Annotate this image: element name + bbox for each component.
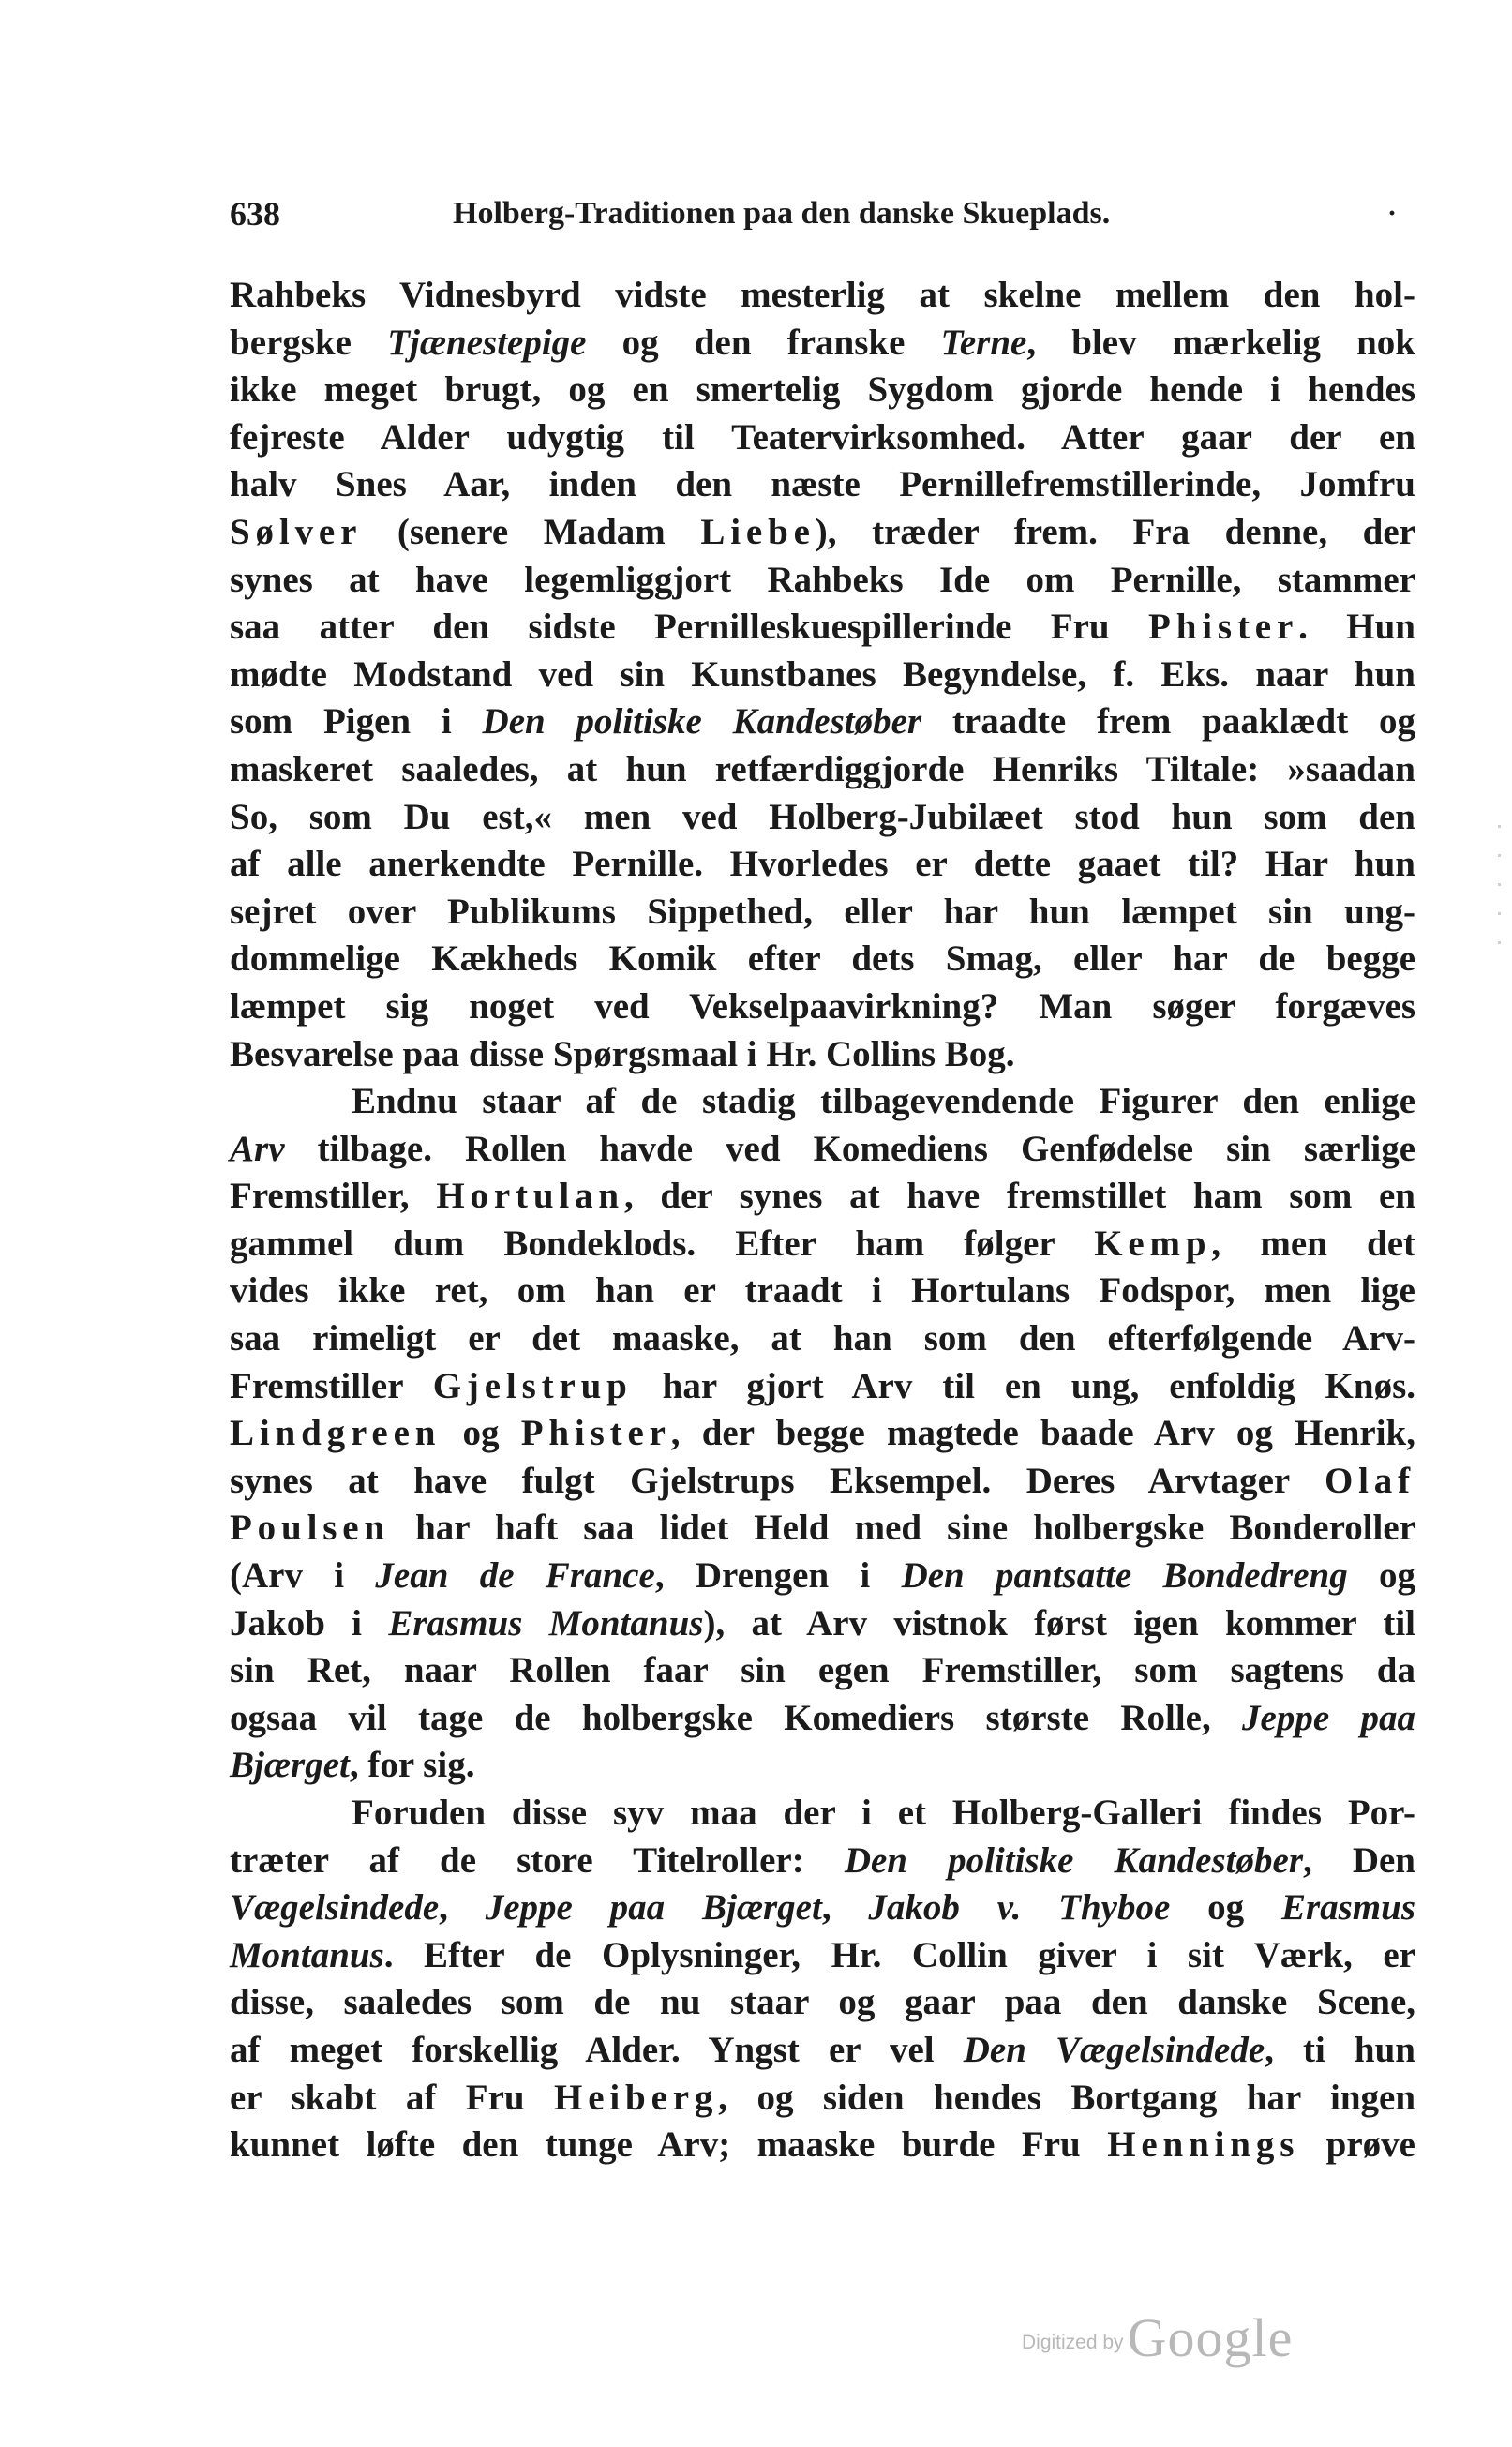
text-line: saa rimeligt er det maaske, at han som den efterfølgende Arv- <box>230 1318 1415 1359</box>
text-line: Arv tilbage. Rollen havde ved Komediens Genfødelse sin særlige <box>230 1128 1415 1169</box>
text-line: halv Snes Aar, inden den næste Pernillefremstillerinde, Jomfru <box>230 464 1415 505</box>
text-line: som Pigen i Den politiske Kandestøber traadte frem paaklædt og <box>230 701 1416 743</box>
text-line: saa atter den sidste Pernilleskuespillerinde Fru Phister. Hun <box>230 607 1415 648</box>
text-line: Fremstiller, Hortulan, der synes at have fremstillet ham som en <box>230 1176 1415 1217</box>
digitized-by-google-watermark <box>1022 2306 1293 2372</box>
text-line: disse, saaledes som de nu staar og gaar paa den danske Scene, <box>230 1982 1415 2023</box>
text-line: Lindgreen og Phister, der begge magtede baade Arv og Henrik, <box>230 1413 1416 1454</box>
text-line: gammel dum Bondeklods. Efter ham følger Kemp, men det <box>230 1223 1415 1264</box>
text-line: Bjærget, for sig. <box>230 1745 475 1786</box>
text-line: maskeret saaledes, at hun retfærdiggjorde Henriks Tiltale: »saadan <box>230 748 1415 789</box>
text-line: So, som Du est,« men ved Holberg-Jubilæet stod hun som den <box>230 796 1415 837</box>
watermark-digitized-text: Digitized by <box>1022 2332 1124 2353</box>
header-dot: · <box>1386 198 1397 229</box>
text-line: Foruden disse syv maa der i et Holberg-Galleri findes Por- <box>352 1793 1415 1833</box>
body-text <box>230 272 1415 2169</box>
text-line: ikke meget brugt, og en smertelig Sygdom gjorde hende i hendes <box>230 369 1415 411</box>
text-line: Vægelsindede, Jeppe paa Bjærget, Jakob v. Thyboe og Erasmus <box>230 1887 1416 1929</box>
running-title: Holberg-Traditionen paa den danske Skueplads. <box>453 196 1111 231</box>
text-line: Sølver (senere Madam Liebe), træder frem. Fra denne, der <box>230 511 1415 552</box>
text-line: vides ikke ret, om han er traadt i Hortulans Fodspor, men lige <box>230 1270 1415 1312</box>
text-line: synes at have fulgt Gjelstrups Eksempel. Deres Arvtager Olaf <box>230 1460 1415 1501</box>
text-line: Fremstiller Gjelstrup har gjort Arv til en ung, enfoldig Knøs. <box>230 1365 1416 1406</box>
text-line: Jakob i Erasmus Montanus), at Arv vistnok først igen kommer til <box>230 1602 1415 1644</box>
text-line: dommelige Kækheds Komik efter dets Smag, eller har de begge <box>230 938 1415 980</box>
text-line: kunnet løfte den tunge Arv; maaske burde Fru Hennings prøve <box>230 2124 1415 2166</box>
text-line: synes at have legemliggjort Rahbeks Ide om Pernille, stammer <box>230 559 1415 600</box>
margin-marks <box>1498 825 1505 1013</box>
page-header <box>230 186 1415 242</box>
text-line: læmpet sig noget ved Vekselpaavirkning? Man søger forgæves <box>230 985 1415 1027</box>
text-line: Rahbeks Vidnesbyrd vidste mesterlig at skelne mellem den hol- <box>230 275 1415 315</box>
text-line: mødte Modstand ved sin Kunstbanes Begyndelse, f. Eks. naar hun <box>230 653 1415 695</box>
text-line: er skabt af Fru Heiberg, og siden hendes Bortgang har ingen <box>230 2077 1416 2118</box>
text-line: træter af de store Titelroller: Den politiske Kandestøber, Den <box>230 1839 1415 1881</box>
text-line: ogsaa vil tage de holbergske Komediers største Rolle, Jeppe paa <box>230 1697 1415 1738</box>
text-line: (Arv i Jean de France, Drengen i Den pantsatte Bondedreng og <box>230 1555 1415 1597</box>
text-line: Montanus. Efter de Oplysninger, Hr. Collin giver i sit Værk, er <box>230 1934 1415 1975</box>
text-line: sin Ret, naar Rollen faar sin egen Fremstiller, som sagtens da <box>230 1650 1415 1691</box>
text-line: sejret over Publikums Sippethed, eller har hun læmpet sin ung- <box>230 891 1415 932</box>
page-number: 638 <box>230 195 280 233</box>
text-line: bergske Tjænestepige og den franske Terne, blev mærkelig nok <box>230 322 1415 363</box>
text-line: af meget forskellig Alder. Yngst er vel Den Vægelsindede, ti hun <box>230 2029 1415 2070</box>
text-line: Endnu staar af de stadig tilbagevendende Figurer den enlige <box>352 1081 1415 1122</box>
text-line: fejreste Alder udygtig til Teatervirksomhed. Atter gaar der en <box>230 416 1415 458</box>
text-line: Poulsen har haft saa lidet Held med sine holbergske Bonderoller <box>230 1508 1415 1549</box>
google-logo: Google <box>1127 2307 1294 2368</box>
text-line: Besvarelse paa disse Spørgsmaal i Hr. Collins Bog. <box>230 1033 1015 1074</box>
text-line: af alle anerkendte Pernille. Hvorledes er dette gaaet til? Har hun <box>230 844 1415 885</box>
